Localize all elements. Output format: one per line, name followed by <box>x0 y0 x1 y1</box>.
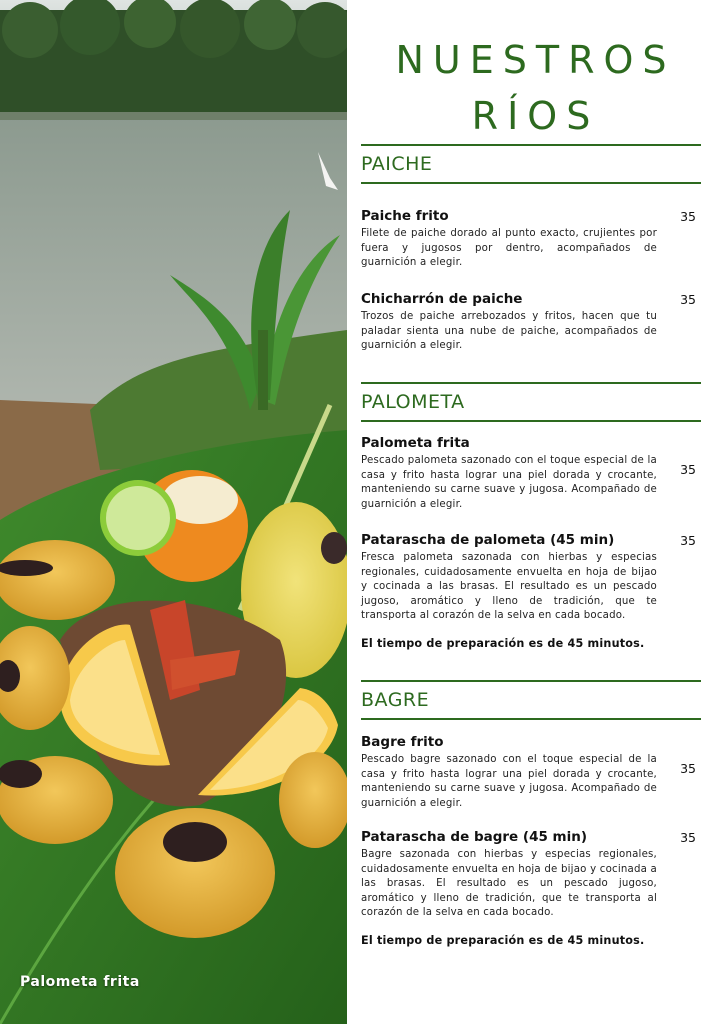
item-price: 35 <box>680 830 696 845</box>
item-price: 35 <box>680 209 696 224</box>
item-description: Bagre sazonada con hierbas y especias regionales, cuidadosamente envuelta en hoja de bijao y cocinada a las brasas. El resultado es un pescado jugoso, aromático y lleno de tradición, que te transporta al corazón de la selva en cada bocado. <box>361 849 657 919</box>
menu-column <box>347 0 724 1024</box>
prep-time-note: El tiempo de preparación es de 45 minutos. <box>361 934 645 947</box>
menu-title-line1: NUESTROS <box>395 38 676 82</box>
item-description: Fresca palometa sazonada con hierbas y especias regionales, cuidadosamente envuelta en hoja de bijao y cocinada a las brasas. El resultado es un pescado jugoso, aromático y lleno de tradición, que te transporta al corazón de la selva en cada bocado. <box>361 552 657 622</box>
item-description: Trozos de paiche arrebozados y fritos, hacen que tu paladar sienta una nube de paiche, acompañados de guarnición a elegir. <box>361 311 657 352</box>
item-price: 35 <box>680 533 696 548</box>
item-name: Paiche frito <box>361 208 449 224</box>
item-description: Pescado palometa sazonado con el toque especial de la casa y frito hasta lograr una piel dorada y crocante, manteniendo su carne suave y jugosa. Acompañado de guarnición a elegir. <box>361 455 657 510</box>
item-name: Patarascha de palometa (45 min) <box>361 532 615 548</box>
photo-caption: Palometa frita <box>20 974 140 990</box>
section-header-paiche <box>361 144 701 184</box>
section-title: PALOMETA <box>361 391 465 413</box>
section-title: PAICHE <box>361 153 433 175</box>
item-price: 35 <box>680 292 696 307</box>
section-header-bagre <box>361 680 701 720</box>
item-price: 35 <box>680 761 696 776</box>
item-name: Chicharrón de paiche <box>361 291 523 307</box>
item-name: Palometa frita <box>361 435 470 451</box>
prep-time-note: El tiempo de preparación es de 45 minutos. <box>361 637 645 650</box>
section-header-palometa <box>361 382 701 422</box>
section-title: BAGRE <box>361 689 430 711</box>
menu-title-line2: RÍOS <box>471 94 600 138</box>
item-description: Filete de paiche dorado al punto exacto, crujientes por fuera y jugosos por dentro, acompañados de guarnición a elegir. <box>361 228 657 269</box>
item-name: Bagre frito <box>361 734 444 750</box>
item-description: Pescado bagre sazonado con el toque especial de la casa y frito hasta lograr una piel dorada y crocante, manteniendo su carne suave y jugosa. Acompañado de guarnición a elegir. <box>361 754 657 809</box>
food-photo <box>0 0 347 1024</box>
item-price: 35 <box>680 462 696 477</box>
item-name: Patarascha de bagre (45 min) <box>361 829 588 845</box>
river-food-illustration <box>0 0 347 1024</box>
